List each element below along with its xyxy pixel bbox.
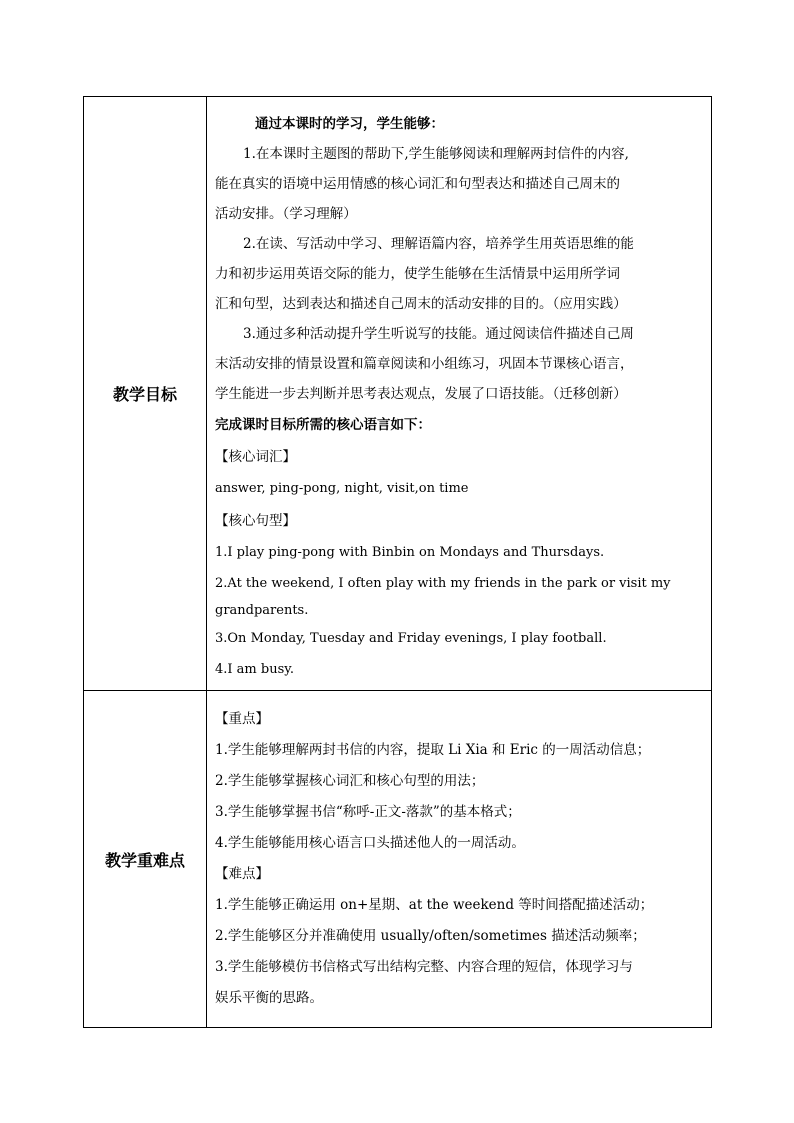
sentence-3: 3.On Monday, Tuesday and Friday evenings, I play football. [215,630,607,646]
difficult-point-2: 2.学生能够区分并准确使用 usually/often/sometimes 描述活动频率； [215,928,646,944]
sentence-4: 4.I am busy. [215,661,294,677]
sentence-2: 2.At the weekend, I often play with my friends in the park or visit my [215,575,671,591]
sentence-1: 1.I play ping-pong with Binbin on Mondays and Thursdays. [215,544,605,560]
row-heading: 教学目标 [84,97,207,691]
vocab-heading: 【核心词汇】 [215,448,296,465]
lesson-table [83,96,712,1028]
row-heading: 教学重难点 [84,691,207,1028]
key-point-1: 1.学生能够理解两封书信的内容，提取 Li Xia 和 Eric 的一周活动信息； [215,742,651,758]
table-row [84,691,712,1028]
objectives-cell [207,97,712,691]
objective-3: 3.通过多种活动提升学生听说写的技能。通过阅读信件描述自己周 末活动安排的情景设置和篇章阅读和小组练习，巩固本节课核心语言， 学生能进一步去判断并思考表达观点，发展了口语技能。（迁移创新） [215,325,634,402]
key-points-heading: 【重点】 [215,711,269,727]
difficult-point-3-cont: 娱乐平衡的思路。 [215,990,323,1006]
key-point-3: 3.学生能够掌握书信“称呼-正文-落款”的基本格式； [215,804,521,820]
objective-1: 1.在本课时主题图的帮助下,学生能够阅读和理解两封信件的内容, 能在真实的语境中运用情感的核心词汇和句型表达和描述自己周末的 活动安排。（学习理解） [215,145,629,222]
objectives-intro: 通过本课时的学习，学生能够： [255,115,444,132]
difficult-point-1: 1.学生能够正确运用 on+星期、at the weekend 等时间搭配描述活动； [215,897,654,913]
key-point-4: 4.学生能够能用核心语言口头描述他人的一周活动。 [215,835,525,851]
key-difficult-cell [207,691,712,1028]
objective-2: 2.在读、写活动中学习、理解语篇内容，培养学生用英语思维的能 力和初步运用英语交际的能力，使学生能够在生活情景中运用所学词 汇和句型，达到表达和描述自己周末的活动安排的目的。（应用实践） [215,235,634,312]
sentence-2-cont: grandparents. [215,602,309,618]
difficult-point-3: 3.学生能够模仿书信格式写出结构完整、内容合理的短信，体现学习与 [215,959,633,975]
key-point-2: 2.学生能够掌握核心词汇和核心句型的用法； [215,773,485,789]
vocab-list: answer, ping-pong, night, visit,on time [215,480,469,496]
table-row [84,97,712,691]
core-language-heading: 完成课时目标所需的核心语言如下： [215,416,431,433]
difficult-points-heading: 【难点】 [215,866,269,882]
sentence-heading: 【核心句型】 [215,512,296,529]
